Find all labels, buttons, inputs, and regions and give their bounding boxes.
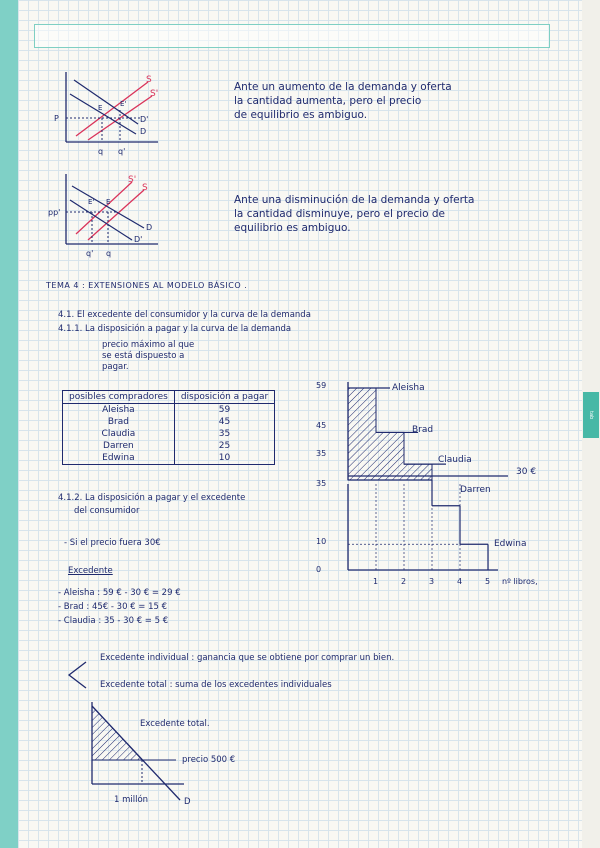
x-tick-label: 2: [401, 577, 407, 586]
buyer-value: 10: [174, 452, 274, 465]
x-tick-label: 3: [429, 577, 435, 586]
graph1-note-line-2: la cantidad aumenta, pero el precio: [234, 95, 422, 107]
graph1-note-line-3: de equilibrio es ambiguo.: [234, 109, 368, 121]
table-row: [63, 416, 275, 428]
side-note-line-1: precio máximo al que: [102, 340, 195, 350]
buyer-label: Claudia: [438, 455, 472, 465]
g1-label-s-prime: S': [150, 89, 159, 99]
buyers-table: [62, 390, 275, 465]
buyer-label: Brad: [412, 425, 434, 435]
buyer-name: Darren: [63, 440, 175, 452]
demand-step-chart: [312, 376, 552, 592]
table-row: [63, 452, 275, 465]
graph2-note: [234, 193, 474, 235]
x-tick-label: 4: [457, 577, 463, 586]
g1-label-q: q: [98, 147, 104, 156]
subsection-4-1-1: 4.1.1. La disposición a pagar y la curva de la demanda: [58, 324, 292, 334]
buyer-name: Brad: [63, 416, 175, 428]
graph1-note: [234, 80, 452, 122]
graph1-note-line-1: Ante un aumento de la demanda y oferta: [234, 81, 452, 93]
graph2-note-line-2: la cantidad disminuye, pero el precio de: [234, 208, 446, 220]
excedente-title: Excedente: [68, 566, 113, 576]
g1-label-d-prime: D': [140, 115, 149, 124]
excedente-line-1: - Aleisha : 59 € - 30 € = 29 €: [58, 588, 181, 598]
y-tick-label: 10: [316, 537, 327, 546]
g1-supply-s: [76, 82, 148, 136]
g2-label-e: E: [106, 198, 111, 206]
g1-label-d: D: [140, 127, 147, 136]
g2-label-s: S: [142, 183, 148, 193]
buyer-value: 59: [174, 404, 274, 417]
g2-label-e-prime: E': [88, 198, 95, 206]
page-tab: tab: [583, 392, 599, 438]
graph2-note-line-1: Ante una disminución de la demanda y oferta: [234, 194, 475, 206]
price-case: - Si el precio fuera 30€: [64, 538, 161, 548]
y-tick-label: 59: [316, 381, 327, 390]
table-header: disposición a pagar: [174, 391, 274, 404]
sg-label-price: precio 500 €: [182, 755, 236, 765]
y-tick-label: 0: [316, 565, 322, 574]
graph-1: [48, 70, 178, 162]
def-individual: Excedente individual : ganancia que se obtiene por comprar un bien.: [100, 653, 395, 663]
buyer-value: 45: [174, 416, 274, 428]
y-tick-label: 45: [316, 421, 327, 430]
side-note-line-3: pagar.: [102, 362, 129, 372]
g1-label-e-prime: E': [120, 100, 127, 108]
table-header-row: [63, 391, 275, 404]
excedente-line-2: - Brad : 45€ - 30 € = 15 €: [58, 602, 168, 612]
g2-demand-d-prime: [70, 200, 132, 240]
header-box: [34, 24, 550, 48]
side-note-line-2: se está dispuesto a: [102, 351, 185, 361]
total-surplus-graph: [84, 700, 314, 810]
g1-label-e: E: [98, 104, 103, 112]
g1-label-s: S: [146, 75, 152, 85]
g1-label-q-prime: q': [118, 147, 126, 156]
price-line-label: 30 €: [516, 467, 537, 477]
buyer-label: Aleisha: [392, 383, 425, 393]
g2-label-q-prime: q': [86, 249, 94, 258]
y-tick-label: 35: [316, 479, 327, 488]
sg-label-total: Excedente total.: [140, 719, 210, 729]
side-note: [102, 340, 194, 373]
buyer-value: 35: [174, 428, 274, 440]
x-tick-label: 5: [485, 577, 491, 586]
sg-label-qty: 1 millón: [114, 795, 149, 805]
g2-label-d: D: [146, 223, 153, 232]
buyer-name: Edwina: [63, 452, 175, 465]
buyer-value: 25: [174, 440, 274, 452]
left-color-bar: [0, 0, 18, 848]
g2-label-s-prime: S': [128, 175, 137, 185]
buyer-label: Edwina: [494, 539, 527, 549]
g2-label-pp: pp': [48, 208, 61, 217]
buyer-label: Darren: [460, 485, 491, 495]
bracket-mark: [66, 660, 90, 690]
subsection-4-1: 4.1. El excedente del consumidor y la curva de la demanda: [58, 310, 311, 320]
table-row: [63, 440, 275, 452]
graph2-note-line-3: equilibrio es ambiguo.: [234, 222, 351, 234]
g2-label-q: q: [106, 249, 112, 258]
g1-label-p: P: [54, 114, 59, 123]
graph-2: [48, 170, 178, 262]
section-title: TEMA 4 : EXTENSIONES AL MODELO BÁSICO .: [46, 281, 248, 290]
y-tick-label: 35: [316, 449, 327, 458]
buyer-name: Claudia: [63, 428, 175, 440]
x-axis-label: nº libros,: [502, 577, 538, 586]
subsection-4-1-2-line-2: del consumidor: [74, 506, 140, 516]
table-row: [63, 404, 275, 417]
table-row: [63, 428, 275, 440]
excedente-list: [58, 586, 181, 628]
sg-label-d: D: [184, 797, 191, 807]
excedente-line-3: - Claudia : 35 - 30 € = 5 €: [58, 616, 169, 626]
table-header: posibles compradores: [63, 391, 175, 404]
g2-label-d-prime: D': [134, 235, 143, 244]
buyer-name: Aleisha: [63, 404, 175, 417]
def-total: Excedente total : suma de los excedentes individuales: [100, 680, 332, 690]
subsection-4-1-2: [58, 492, 245, 518]
subsection-4-1-2-line-1: 4.1.2. La disposición a pagar y el excedente: [58, 493, 246, 503]
x-tick-label: 1: [373, 577, 379, 586]
